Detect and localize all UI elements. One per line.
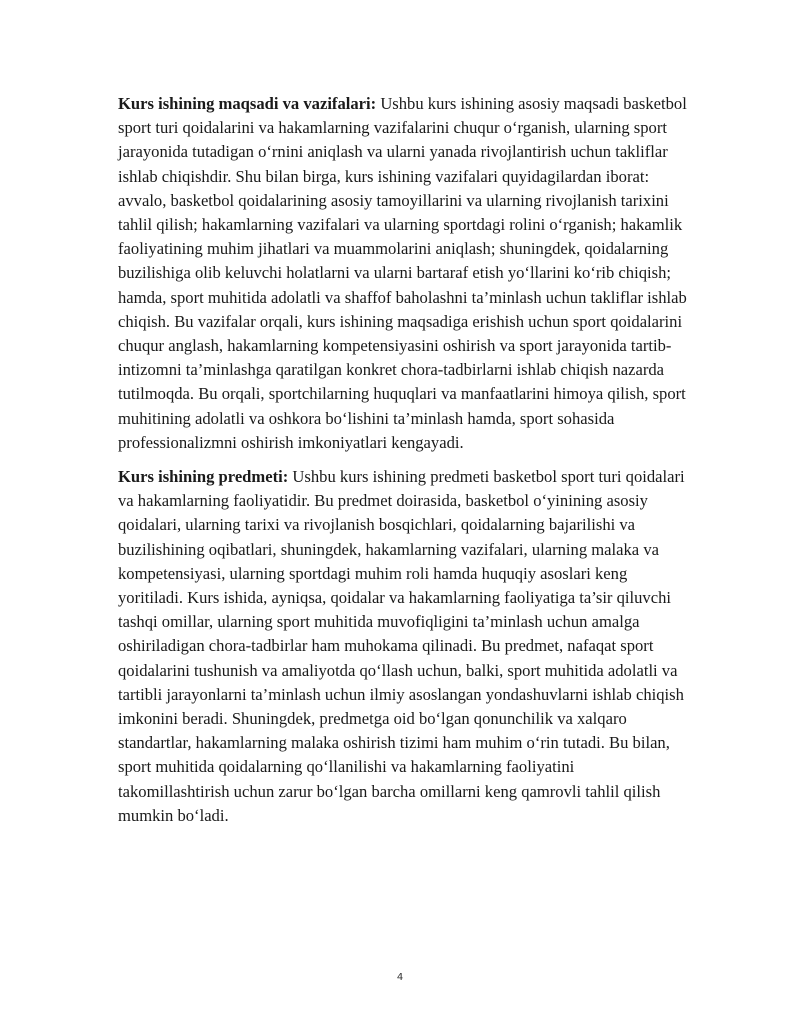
document-body bbox=[118, 92, 688, 838]
paragraph-heading: Kurs ishining maqsadi va vazifalari: bbox=[118, 94, 377, 113]
paragraph-text: Ushbu kurs ishining predmeti basketbol sport turi qoidalari va hakamlarning faoliyatidir. Bu predmet doirasida, basketbol o‘yinining asosiy qoidalari, ularning tarixi va rivojlanish bosqichlari, qoidalarning bajarilishi va buzilishining oqibatlari, shuningdek, hakamlarning vazifalari, ularning malaka va kompetensiyasi, ularning sportdagi muhim roli hamda huquqiy asoslari keng yoritiladi. Kurs ishida, ayniqsa, qoidalar va hakamlarning faoliyatiga ta’sir qiluvchi tashqi omillar, ularning sport muhitida muvofiqligini ta’minlash uchun amalga oshiriladigan chora-tadbirlar ham muhokama qilinadi. Bu predmet, nafaqat sport qoidalarini tushunish va amaliyotda qo‘llash uchun, balki, sport muhitida adolatli va tartibli jarayonlarni ta’minlash uchun ilmiy asoslangan yondashuvlarni ishlab chiqish imkonini beradi. Shuningdek, predmetga oid bo‘lgan qonunchilik va xalqaro standartlar, hakamlarning malaka oshirish tizimi ham muhim o‘rin tutadi. Bu bilan, sport muhitida qoidalarning qo‘llanilishi va hakamlarning faoliyatini takomillashtirish uchun zarur bo‘lgan barcha omillarni keng qamrovli tahlil qilish mumkin bo‘ladi. bbox=[118, 467, 685, 825]
paragraph-heading: Kurs ishining predmeti: bbox=[118, 467, 289, 487]
page-number: 4 bbox=[396, 972, 404, 983]
paragraph-goals-and-tasks bbox=[118, 92, 688, 455]
paragraph-subject bbox=[118, 465, 688, 828]
paragraph-text: Ushbu kurs ishining asosiy maqsadi basketbol sport turi qoidalarini va hakamlarning vazifalarini chuqur o‘rganish, ularning sport jarayonida tutadigan o‘rnini aniqlash va ularni yanada rivojlantirish uchun takliflar ishlab chiqishdir. Shu bilan birga, kurs ishining vazifalari quyidagilardan iborat: avvalo, basketbol qoidalarining asosiy tamoyillarini va ularning rivojlanish tarixini tahlil qilish; hakamlarning vazifalari va ularning sportdagi rolini o‘rganish; hakamlik faoliyatining muhim jihatlari va muammolarini aniqlash; shuningdek, qoidalarning buzilishiga olib keluvchi holatlarni va ularni bartaraf etish yo‘llarini ko‘rib chiqish; hamda, sport muhitida adolatli va shaffof baholashni ta’minlash uchun takliflar ishlab chiqish. Bu vazifalar orqali, kurs ishining maqsadiga erishish uchun sport qoidalarini chuqur anglash, hakamlarning kompetensiyasini oshirish va sport jarayonida tartib-intizomni ta’minlashga qaratilgan konkret chora-tadbirlarni ishlab chiqish nazarda tutilmoqda. Bu orqali, sportchilarning huquqlari va manfaatlarini himoya qilish, sport muhitining adolatli va oshkora bo‘lishini ta’minlash hamda, sport sohasida professionalizmni oshirish imkoniyatlari kengayadi. bbox=[118, 94, 687, 452]
